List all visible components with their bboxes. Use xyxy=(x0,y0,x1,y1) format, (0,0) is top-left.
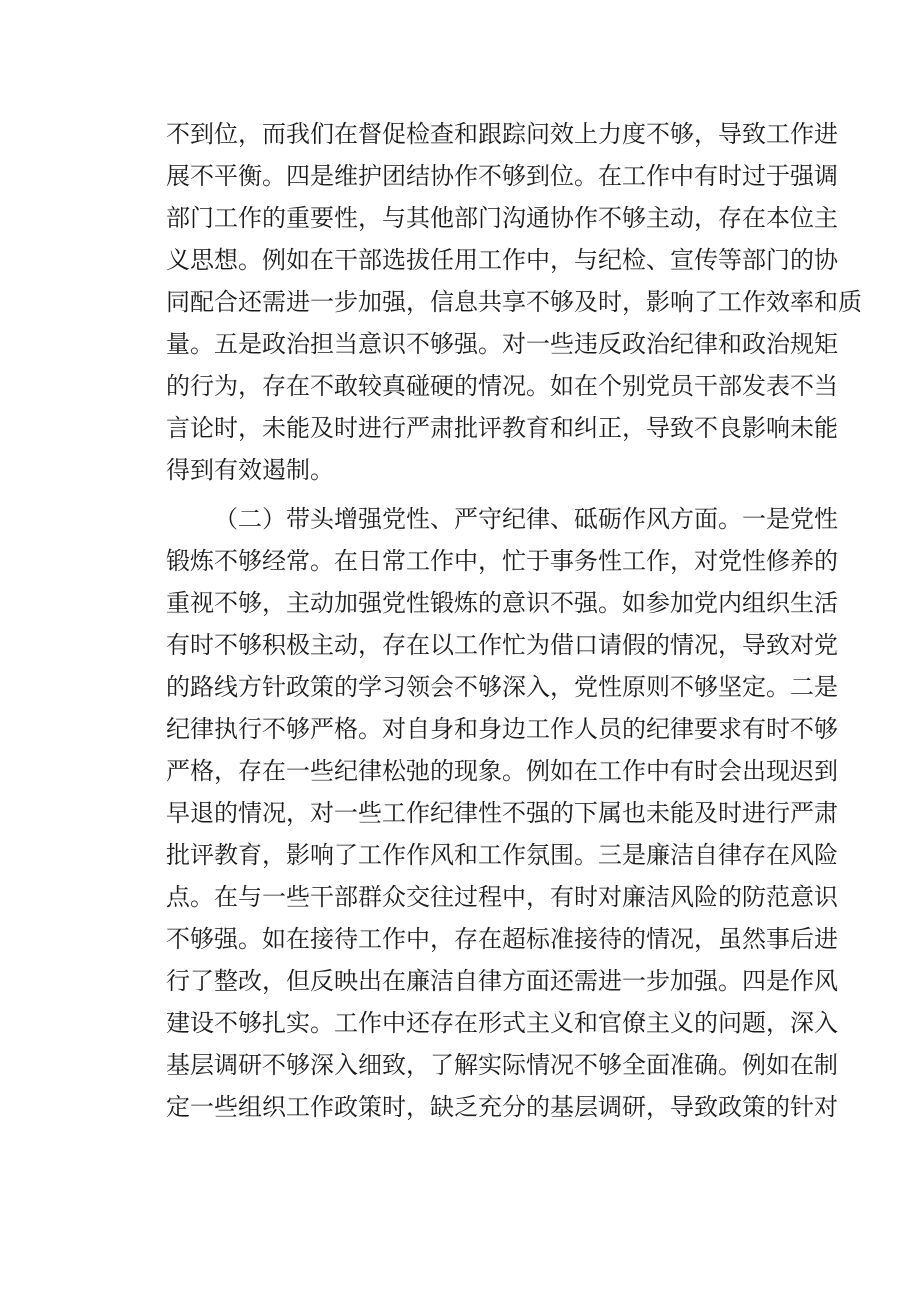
section-heading-line: （二）带头增强党性、严守纪律、砥砺作风方面。一是党性 xyxy=(214,505,838,533)
text-line: 严格，存在一些纪律松弛的现象。例如在工作中有时会出现迟到 xyxy=(166,757,838,785)
text-line: 早退的情况，对一些工作纪律性不强的下属也未能及时进行严肃 xyxy=(166,799,838,827)
text-line: 言论时，未能及时进行严肃批评教育和纠正，导致不良影响未能 xyxy=(166,414,838,442)
text-line: 纪律执行不够严格。对自身和身边工作人员的纪律要求有时不够 xyxy=(166,715,838,743)
text-line: 基层调研不够深入细致，了解实际情况不够全面准确。例如在制 xyxy=(166,1051,838,1079)
text-line: 不够强。如在接待工作中，存在超标准接待的情况，虽然事后进 xyxy=(166,925,838,953)
text-line: 义思想。例如在干部选拔任用工作中，与纪检、宣传等部门的协 xyxy=(166,246,838,274)
text-line: 点。在与一些干部群众交往过程中，有时对廉洁风险的防范意识 xyxy=(166,883,838,911)
text-line: 的行为，存在不敢较真碰硬的情况。如在个别党员干部发表不当 xyxy=(166,372,838,400)
text-line: 不到位，而我们在督促检查和跟踪问效上力度不够，导致工作进 xyxy=(166,120,838,148)
text-line: 重视不够，主动加强党性锻炼的意识不强。如参加党内组织生活 xyxy=(166,589,838,617)
text-line: 部门工作的重要性，与其他部门沟通协作不够主动，存在本位主 xyxy=(166,204,838,232)
text-line: 展不平衡。四是维护团结协作不够到位。在工作中有时过于强调 xyxy=(166,162,838,190)
text-line: 同配合还需进一步加强，信息共享不够及时，影响了工作效率和质 xyxy=(166,288,862,316)
text-line: 的路线方针政策的学习领会不够深入，党性原则不够坚定。二是 xyxy=(166,673,838,701)
text-line: 有时不够积极主动，存在以工作忙为借口请假的情况，导致对党 xyxy=(166,631,838,659)
text-line: 得到有效遏制。 xyxy=(166,456,334,484)
text-line: 锻炼不够经常。在日常工作中，忙于事务性工作，对党性修养的 xyxy=(166,547,838,575)
text-line: 行了整改，但反映出在廉洁自律方面还需进一步加强。四是作风 xyxy=(166,967,838,995)
text-line: 建设不够扎实。工作中还存在形式主义和官僚主义的问题，深入 xyxy=(166,1009,838,1037)
text-line: 定一些组织工作政策时，缺乏充分的基层调研，导致政策的针对 xyxy=(166,1093,838,1121)
text-line: 量。五是政治担当意识不够强。对一些违反政治纪律和政治规矩 xyxy=(166,330,838,358)
text-line: 批评教育，影响了工作作风和工作氛围。三是廉洁自律存在风险 xyxy=(166,841,838,869)
